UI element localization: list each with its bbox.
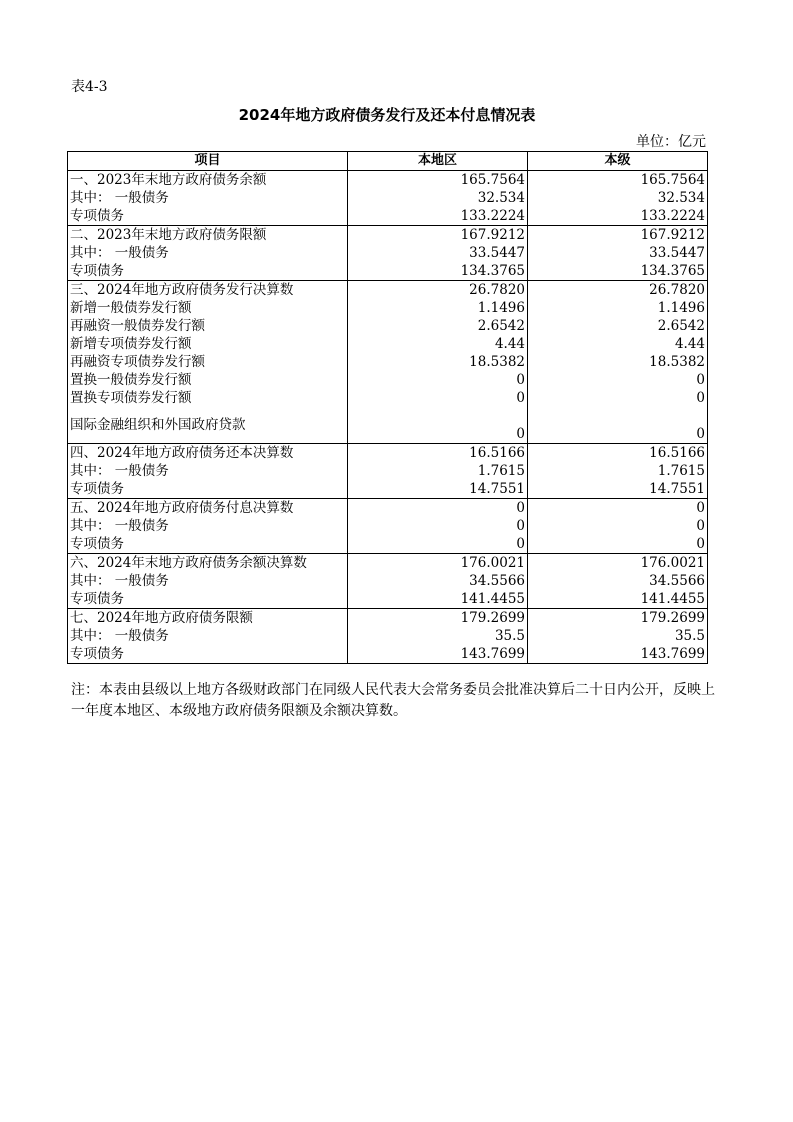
table-header-row — [68, 152, 708, 171]
row-local-value: 134.3765 — [348, 262, 528, 281]
row-label: 其中： 一般债务 — [68, 189, 348, 207]
row-level-value: 141.4455 — [528, 590, 708, 609]
row-local-value: 176.0021 — [348, 554, 528, 573]
row-local-value: 16.5166 — [348, 444, 528, 463]
footnote: 注：本表由县级以上地方各级财政部门在同级人民代表大会常务委员会批准决算后二十日内公开，反映上一年度本地区、本级地方政府债务限额及余额决算数。 — [71, 682, 715, 719]
table-row — [68, 389, 708, 407]
row-local-value: 0 — [348, 517, 528, 535]
table-row — [68, 627, 708, 645]
row-level-value: 165.7564 — [528, 171, 708, 190]
row-label: 六、2024年末地方政府债务余额决算数 — [68, 554, 348, 573]
row-local-value: 34.5566 — [348, 572, 528, 590]
row-level-value: 0 — [528, 535, 708, 554]
row-level-value: 34.5566 — [528, 572, 708, 590]
table-row — [68, 517, 708, 535]
row-level-value: 0 — [528, 389, 708, 407]
row-local-value: 1.1496 — [348, 299, 528, 317]
row-level-value: 134.3765 — [528, 262, 708, 281]
row-label: 专项债务 — [68, 207, 348, 226]
row-label: 国际金融组织和外国政府贷款 — [70, 417, 246, 433]
row-local-value: 1.7615 — [348, 462, 528, 480]
row-level-value: 33.5447 — [528, 244, 708, 262]
row-label: 置换专项债券发行额 — [68, 389, 348, 407]
row-level-value: 0 — [528, 371, 708, 389]
row-level-value: 0 — [528, 407, 708, 444]
row-level-value: 16.5166 — [528, 444, 708, 463]
row-label: 三、2024年地方政府债务发行决算数 — [68, 281, 348, 300]
row-local-value: 18.5382 — [348, 353, 528, 371]
row-local-value: 32.534 — [348, 189, 528, 207]
row-label-cell — [68, 407, 348, 444]
table-row — [68, 407, 708, 444]
table-row — [68, 462, 708, 480]
row-local-value: 133.2224 — [348, 207, 528, 226]
row-local-value: 143.7699 — [348, 645, 528, 664]
row-local-value: 179.2699 — [348, 609, 528, 628]
row-label: 一、2023年末地方政府债务余额 — [68, 171, 348, 190]
row-local-value: 0 — [348, 499, 528, 518]
row-label: 其中： 一般债务 — [68, 517, 348, 535]
row-label: 二、2023年末地方政府债务限额 — [68, 226, 348, 245]
row-label: 专项债务 — [68, 645, 348, 664]
table-row — [68, 480, 708, 499]
row-local-value: 35.5 — [348, 627, 528, 645]
row-label: 五、2024年地方政府债务付息决算数 — [68, 499, 348, 518]
row-label: 其中： 一般债务 — [68, 244, 348, 262]
page-title: 2024年地方政府债务发行及还本付息情况表 — [238, 106, 536, 124]
table-row — [68, 371, 708, 389]
row-level-value: 1.7615 — [528, 462, 708, 480]
table-row — [68, 353, 708, 371]
header-level: 本级 — [528, 152, 708, 171]
row-level-value: 35.5 — [528, 627, 708, 645]
table-row — [68, 535, 708, 554]
row-label: 其中： 一般债务 — [68, 627, 348, 645]
table-number: 表4-3 — [71, 79, 108, 95]
row-local-value: 167.9212 — [348, 226, 528, 245]
row-local-value: 165.7564 — [348, 171, 528, 190]
row-level-value: 18.5382 — [528, 353, 708, 371]
table-row — [68, 207, 708, 226]
header-item: 项目 — [68, 152, 348, 171]
row-label: 专项债务 — [68, 262, 348, 281]
row-label: 新增专项债券发行额 — [68, 335, 348, 353]
row-local-value: 14.7551 — [348, 480, 528, 499]
table-row — [68, 499, 708, 518]
table-row — [68, 317, 708, 335]
row-level-value: 133.2224 — [528, 207, 708, 226]
row-level-value: 0 — [528, 499, 708, 518]
row-level-value: 176.0021 — [528, 554, 708, 573]
table-row — [68, 645, 708, 664]
table-row — [68, 444, 708, 463]
row-level-value: 4.44 — [528, 335, 708, 353]
row-label: 再融资专项债券发行额 — [68, 353, 348, 371]
row-label: 七、2024年地方政府债务限额 — [68, 609, 348, 628]
row-label: 新增一般债券发行额 — [68, 299, 348, 317]
debt-table — [67, 151, 708, 664]
table-row — [68, 226, 708, 245]
row-local-value: 2.6542 — [348, 317, 528, 335]
table-row — [68, 609, 708, 628]
row-level-value: 26.7820 — [528, 281, 708, 300]
row-label: 其中： 一般债务 — [68, 462, 348, 480]
table-row — [68, 590, 708, 609]
table-row — [68, 335, 708, 353]
unit-label: 单位：亿元 — [636, 134, 706, 150]
row-level-value: 2.6542 — [528, 317, 708, 335]
row-local-value: 4.44 — [348, 335, 528, 353]
row-label: 四、2024年地方政府债务还本决算数 — [68, 444, 348, 463]
row-level-value: 0 — [528, 517, 708, 535]
table-row — [68, 281, 708, 300]
row-label: 其中： 一般债务 — [68, 572, 348, 590]
table-row — [68, 299, 708, 317]
row-local-value: 26.7820 — [348, 281, 528, 300]
row-level-value: 14.7551 — [528, 480, 708, 499]
table-row — [68, 171, 708, 190]
row-local-value: 33.5447 — [348, 244, 528, 262]
row-label: 专项债务 — [68, 480, 348, 499]
row-local-value: 0 — [348, 371, 528, 389]
row-level-value: 143.7699 — [528, 645, 708, 664]
row-local-value: 0 — [348, 407, 528, 444]
row-local-value: 141.4455 — [348, 590, 528, 609]
table-row — [68, 189, 708, 207]
row-local-value: 0 — [348, 535, 528, 554]
row-label: 再融资一般债券发行额 — [68, 317, 348, 335]
header-local: 本地区 — [348, 152, 528, 171]
row-level-value: 1.1496 — [528, 299, 708, 317]
row-level-value: 167.9212 — [528, 226, 708, 245]
row-local-value: 0 — [348, 389, 528, 407]
table-row — [68, 244, 708, 262]
row-level-value: 179.2699 — [528, 609, 708, 628]
row-label: 置换一般债券发行额 — [68, 371, 348, 389]
row-level-value: 32.534 — [528, 189, 708, 207]
table-row — [68, 262, 708, 281]
table-row — [68, 572, 708, 590]
table-row — [68, 554, 708, 573]
row-label: 专项债务 — [68, 535, 348, 554]
row-label: 专项债务 — [68, 590, 348, 609]
